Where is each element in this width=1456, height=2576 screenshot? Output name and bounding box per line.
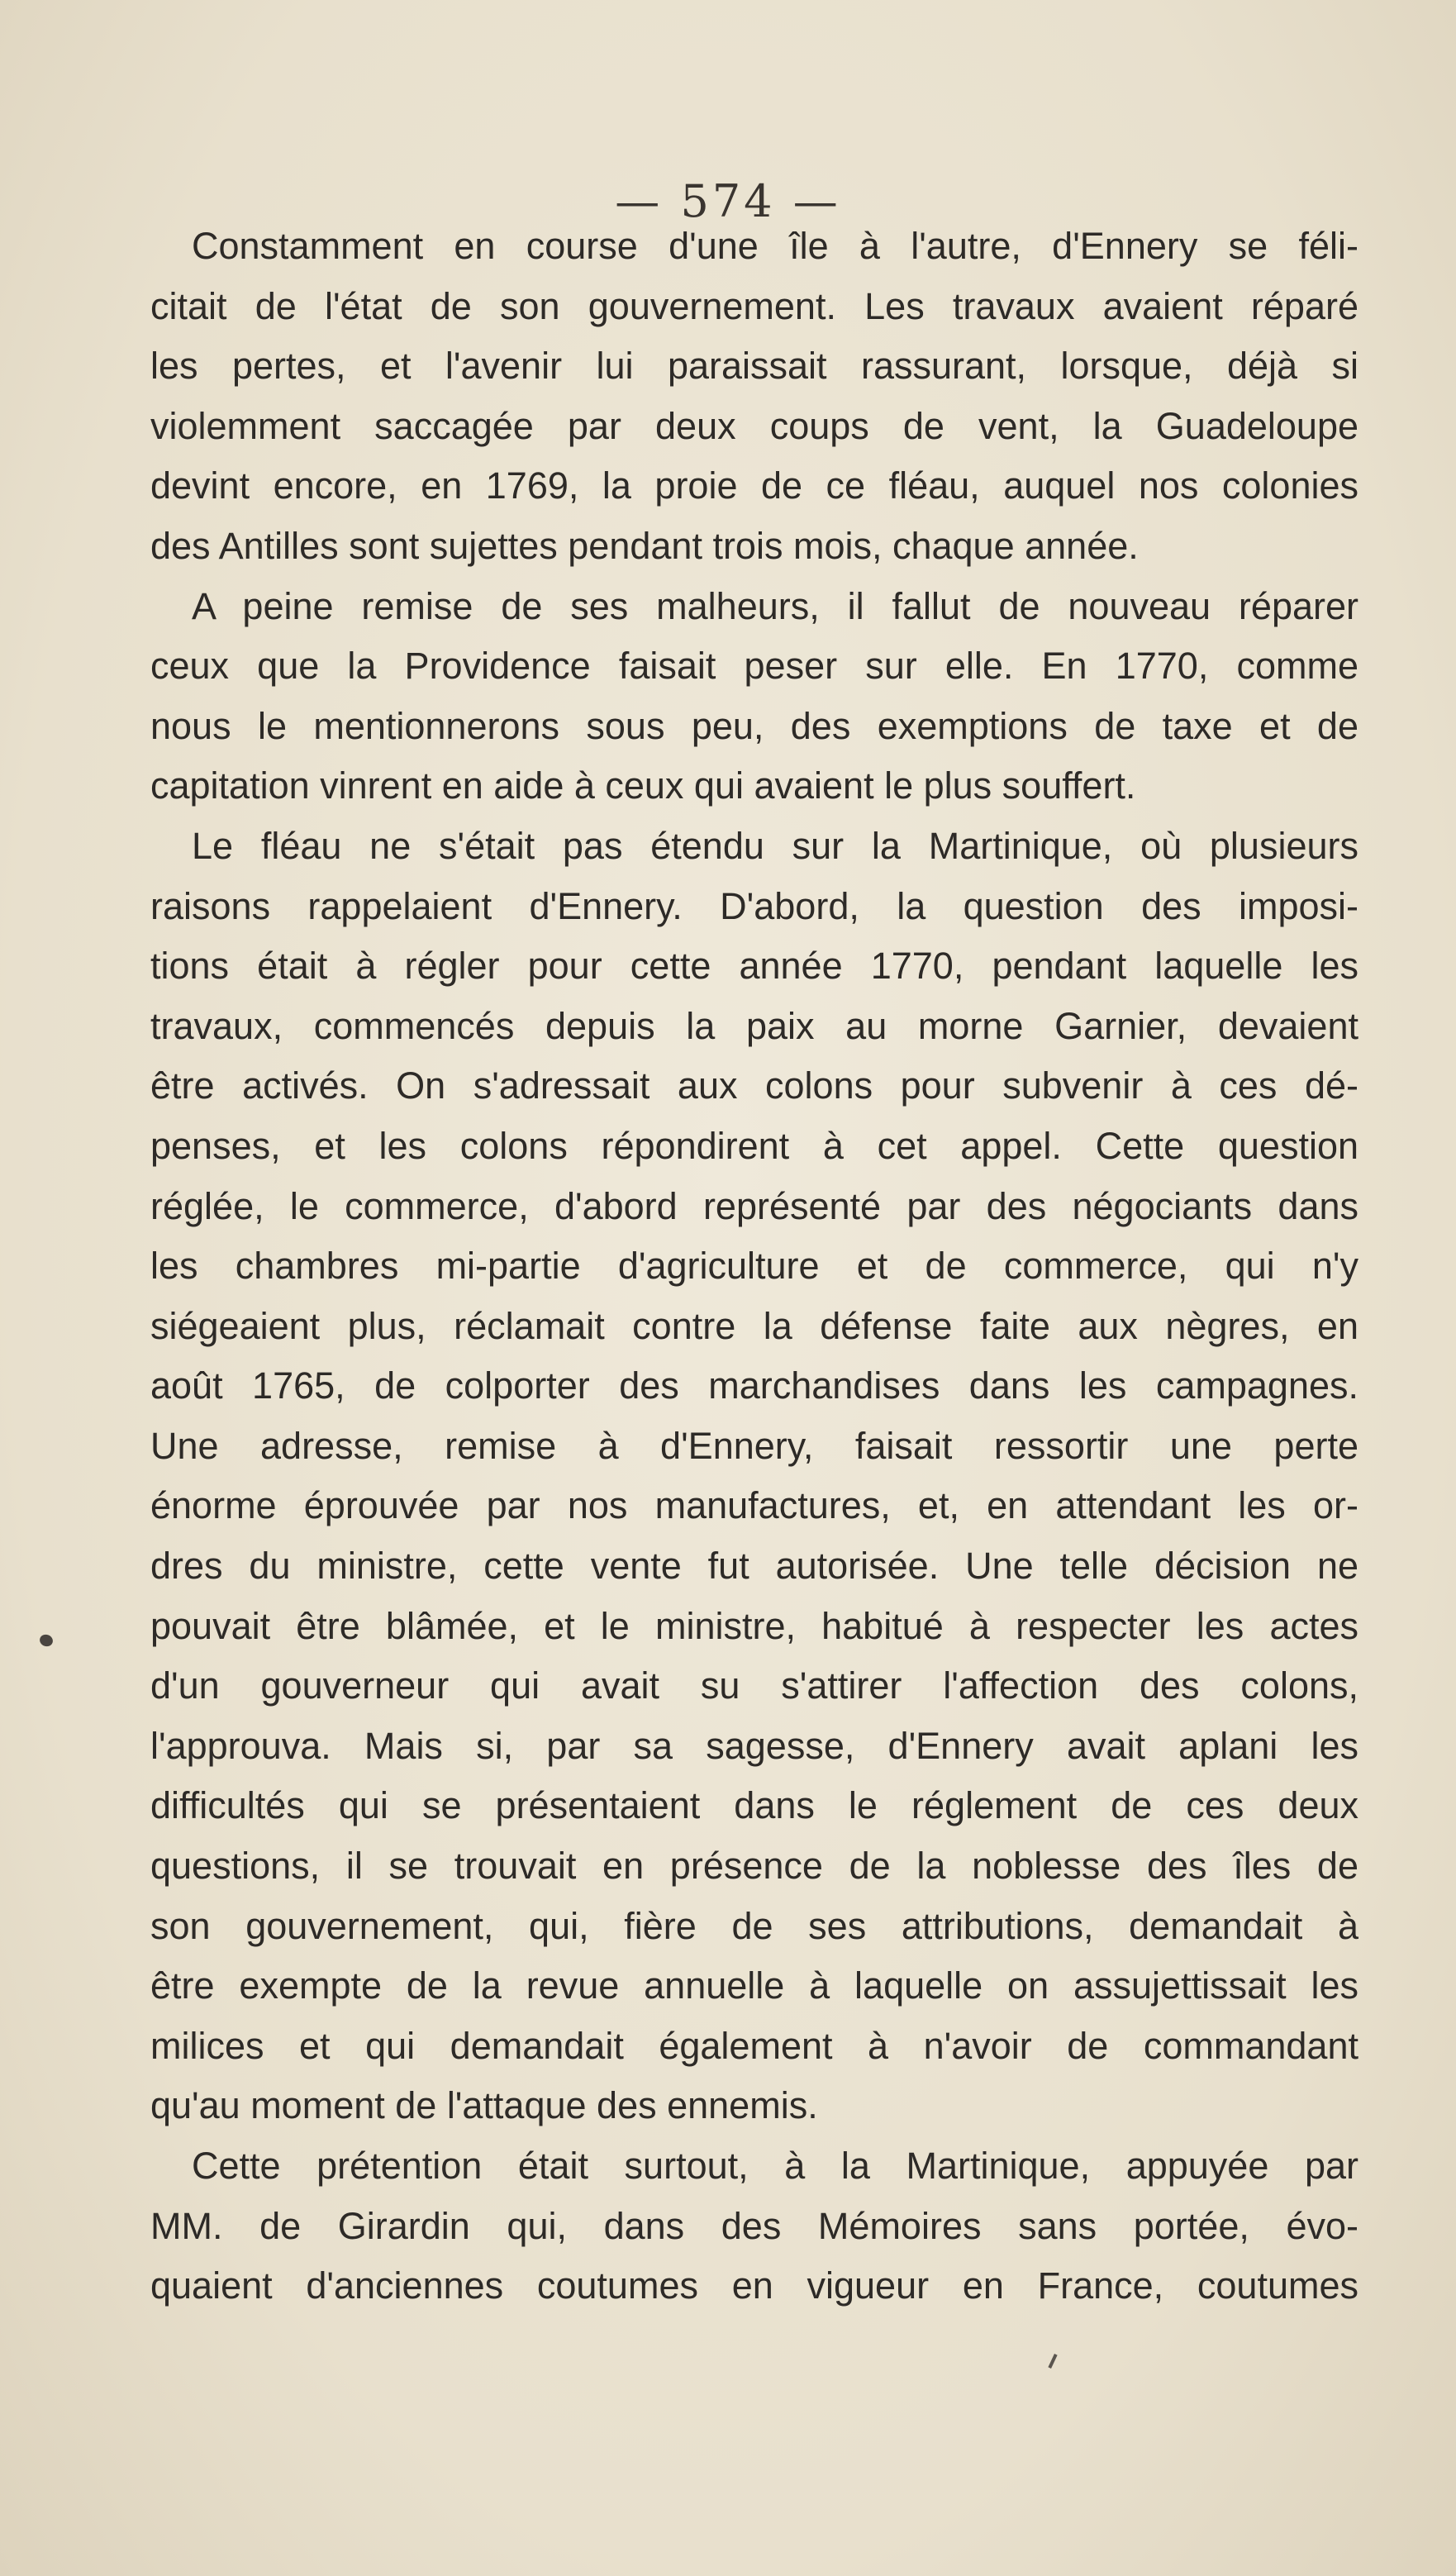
- text-line: questions, il se trouvait en présence de la noblesse des îles de: [150, 1845, 1358, 1888]
- text-line: milices et qui demandait également à n'avoir de commandant: [150, 2024, 1358, 2067]
- text-line: août 1765, de colporter des marchandises dans les campagnes.: [150, 1364, 1358, 1407]
- text-line: énorme éprouvée par nos manufactures, et, en attendant les or-: [150, 1484, 1358, 1527]
- ink-tick: [1048, 2354, 1057, 2369]
- text-line: Une adresse, remise à d'Ennery, faisait ressortir une perte: [150, 1424, 1358, 1467]
- text-line: des Antilles sont sujettes pendant trois mois, chaque année.: [150, 524, 1139, 567]
- text-line: réglée, le commerce, d'abord représenté par des négociants dans: [150, 1184, 1358, 1227]
- text-line: être activés. On s'adressait aux colons pour subvenir à ces dé-: [150, 1064, 1358, 1107]
- text-line: quaient d'anciennes coutumes en vigueur en France, coutumes: [150, 2264, 1358, 2307]
- paragraph-2: [150, 577, 1358, 817]
- text-line: les pertes, et l'avenir lui paraissait rassurant, lorsque, déjà si: [150, 345, 1358, 388]
- text-line: citait de l'état de son gouvernement. Les travaux avaient réparé: [150, 284, 1358, 327]
- text-line: pouvait être blâmée, et le ministre, habitué à respecter les actes: [150, 1604, 1358, 1647]
- text-line: nous le mentionnerons sous peu, des exemptions de taxe et de: [150, 704, 1358, 747]
- text-line: les chambres mi-partie d'agriculture et de commerce, qui n'y: [150, 1245, 1358, 1288]
- text-line: violemment saccagée par deux coups de vent, la Guadeloupe: [150, 404, 1358, 447]
- text-line: MM. de Girardin qui, dans des Mémoires sans portée, évo-: [150, 2204, 1358, 2247]
- text-line: son gouvernement, qui, fière de ses attributions, demandait à: [150, 1904, 1358, 1947]
- text-line: difficultés qui se présentaient dans le réglement de ces deux: [150, 1784, 1358, 1827]
- text-line: l'approuva. Mais si, par sa sagesse, d'Ennery avait aplani les: [150, 1724, 1358, 1767]
- text-line: tions était à régler pour cette année 1770, pendant laquelle les: [150, 945, 1358, 988]
- text-line: A peine remise de ses malheurs, il fallut de nouveau réparer: [192, 584, 1358, 627]
- text-line: Le fléau ne s'était pas étendu sur la Martinique, où plusieurs: [192, 824, 1358, 867]
- paragraph-3: [150, 817, 1358, 2136]
- paragraph-4: [150, 2136, 1358, 2316]
- text-line: siégeaient plus, réclamait contre la défense faite aux nègres, en: [150, 1304, 1358, 1347]
- page-number: — 574 —: [615, 175, 841, 227]
- body-text: [150, 217, 1358, 2316]
- text-line: Constamment en course d'une île à l'autre, d'Ennery se féli-: [192, 225, 1358, 267]
- text-line: capitation vinrent en aide à ceux qui avaient le plus souffert.: [150, 764, 1136, 807]
- text-line: être exempte de la revue annuelle à laquelle on assujettissait les: [150, 1964, 1358, 2007]
- text-line: penses, et les colons répondirent à cet appel. Cette question: [150, 1124, 1358, 1167]
- text-line: dres du ministre, cette vente fut autorisée. Une telle décision ne: [150, 1545, 1358, 1588]
- text-line: raisons rappelaient d'Ennery. D'abord, la question des imposi-: [150, 884, 1358, 927]
- ink-spot: [38, 1633, 55, 1649]
- text-line: travaux, commencés depuis la paix au morne Garnier, devaient: [150, 1004, 1358, 1047]
- paragraph-1: [150, 217, 1358, 577]
- text-line: d'un gouverneur qui avait su s'attirer l'affection des colons,: [150, 1664, 1358, 1707]
- text-line: ceux que la Providence faisait peser sur elle. En 1770, comme: [150, 645, 1358, 688]
- text-line: devint encore, en 1769, la proie de ce fléau, auquel nos colonies: [150, 464, 1358, 507]
- text-line: qu'au moment de l'attaque des ennemis.: [150, 2084, 818, 2127]
- text-line: Cette prétention était surtout, à la Martinique, appuyée par: [192, 2145, 1358, 2187]
